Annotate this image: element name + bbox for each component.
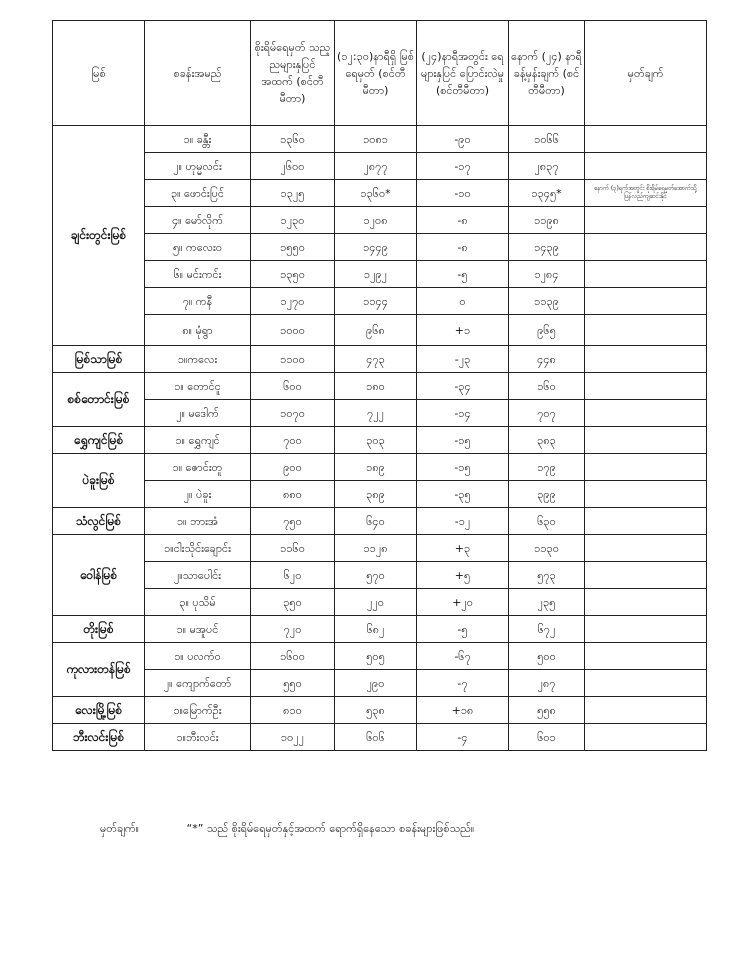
level-change-cell: -၅ <box>417 616 509 643</box>
remark-cell <box>585 126 707 153</box>
station-name-cell: ၁။ ပလက်ဝ <box>145 643 251 670</box>
station-name-cell: ၅။ ကလေးဝ <box>145 234 251 261</box>
river-name-cell: မြစ်သာမြစ် <box>53 346 145 373</box>
river-name-cell: စစ်တောင်းမြစ် <box>53 373 145 427</box>
header-river: မြစ် <box>53 21 145 126</box>
forecast-level-cell: ၂၈၇ <box>509 670 585 697</box>
level-change-cell: +၁၈ <box>417 697 509 724</box>
level-change-cell: -၁၄ <box>417 400 509 427</box>
station-name-cell: ၃။ ပုသိမ် <box>145 589 251 616</box>
station-name-cell: ၁။ကလေး <box>145 346 251 373</box>
level-change-cell: -၁၂ <box>417 508 509 535</box>
level-change-cell: -၇ <box>417 670 509 697</box>
level-change-cell: -၆၇ <box>417 643 509 670</box>
remark-cell <box>585 346 707 373</box>
level-change-cell: -၉၀ <box>417 126 509 153</box>
forecast-level-cell: ၂၈၃၇ <box>509 153 585 180</box>
current-level-cell: ၅၀၅ <box>335 643 417 670</box>
table-row <box>53 724 707 751</box>
level-change-cell: -၁၀ <box>417 180 509 207</box>
level-change-cell: +၁ <box>417 315 509 346</box>
station-name-cell: ၁။ ခန္တီး <box>145 126 251 153</box>
danger-level-cell: ၁၃၂၅ <box>251 180 335 207</box>
danger-level-cell: ၆၀၀ <box>251 373 335 400</box>
forecast-level-cell: ၁၄၃၉ <box>509 234 585 261</box>
station-name-cell: ၁။ငါးသိုင်းချောင်း <box>145 535 251 562</box>
current-level-cell: ၁၈၀ <box>335 373 417 400</box>
table-row <box>53 616 707 643</box>
current-level-cell: ၃၈၉ <box>335 481 417 508</box>
danger-level-cell: ၁၀၀၀ <box>251 315 335 346</box>
danger-level-cell: ၁၂၃၀ <box>251 207 335 234</box>
current-level-cell: ၁၁၂၈ <box>335 535 417 562</box>
river-name-cell: ကုလားတန်မြစ် <box>53 643 145 697</box>
river-name-cell: ဝေါန်မြစ် <box>53 535 145 616</box>
table-row <box>53 670 707 697</box>
river-name-cell: သံလွင်မြစ် <box>53 508 145 535</box>
danger-level-cell: ၇၅၀ <box>251 508 335 535</box>
station-name-cell: ၁။ ဘားအံ <box>145 508 251 535</box>
header-remarks: မှတ်ချက် <box>585 21 707 126</box>
danger-level-cell: ၁၃၅၀ <box>251 261 335 288</box>
forecast-level-cell: ၅၀၀ <box>509 643 585 670</box>
table-row <box>53 346 707 373</box>
table-row <box>53 427 707 454</box>
station-name-cell: ၂။ ကျောက်တော် <box>145 670 251 697</box>
level-change-cell: +၃ <box>417 535 509 562</box>
table-row <box>53 481 707 508</box>
table-row <box>53 288 707 315</box>
current-level-cell: ၄၇၃ <box>335 346 417 373</box>
remark-cell <box>585 562 707 589</box>
remark-cell <box>585 207 707 234</box>
header-24h-change: (၂၄)နာရီအတွင်း ရေများနှပြင် ပြောင်းလဲမှု (စင်တီမီတာ) <box>417 21 509 126</box>
danger-level-cell: ၁၁၆၀ <box>251 535 335 562</box>
forecast-level-cell: ၁၆၀ <box>509 373 585 400</box>
table-row <box>53 454 707 481</box>
table-row <box>53 643 707 670</box>
current-level-cell: ၂၈၇၇ <box>335 153 417 180</box>
forecast-level-cell: ၃၈၃ <box>509 427 585 454</box>
station-name-cell: ၁။ဘီးလင်း <box>145 724 251 751</box>
danger-level-cell: ၉၀၀ <box>251 454 335 481</box>
danger-level-cell: ၁၀၂၂ <box>251 724 335 751</box>
current-level-cell: ၁၃၆၀* <box>335 180 417 207</box>
station-name-cell: ၂။သာပေါင်း <box>145 562 251 589</box>
header-forecast: နောက် (၂၄) နာရီ ခန့်မှန်းချက် (စင်တီမီတာ) <box>509 21 585 126</box>
forecast-level-cell: ၆၀၁ <box>509 724 585 751</box>
remark-cell <box>585 643 707 670</box>
current-level-cell: ၁၁၄၄ <box>335 288 417 315</box>
danger-level-cell: ၁၀၇၀ <box>251 400 335 427</box>
table-row <box>53 400 707 427</box>
station-name-cell: ၃။ ဖောင်းပြင် <box>145 180 251 207</box>
table-row <box>53 589 707 616</box>
current-level-cell: ၂၉၀ <box>335 670 417 697</box>
forecast-level-cell: ၁၁၃၉ <box>509 288 585 315</box>
station-name-cell: ၇။ ကနီ <box>145 288 251 315</box>
current-level-cell: ၉၆၈ <box>335 315 417 346</box>
current-level-cell: ၆၈၂ <box>335 616 417 643</box>
table-row <box>53 697 707 724</box>
danger-level-cell: ၁၂၇၀ <box>251 288 335 315</box>
table-row <box>53 261 707 288</box>
header-row <box>53 21 707 126</box>
current-level-cell: ၆၀၆ <box>335 724 417 751</box>
table-row <box>53 508 707 535</box>
forecast-level-cell: ၁၀၆၆ <box>509 126 585 153</box>
header-current-level: (၁၂:၃၀)နာရီရှိ မြစ်ရေမှတ် (စင်တီမီတာ) <box>335 21 417 126</box>
level-change-cell: -၅ <box>417 261 509 288</box>
remark-cell <box>585 481 707 508</box>
station-name-cell: ၂။ ဟုမ္မလင်း <box>145 153 251 180</box>
river-name-cell: တိုးမြစ် <box>53 616 145 643</box>
forecast-level-cell: ၇၀၇ <box>509 400 585 427</box>
river-name-cell: ရွှေကျင်မြစ် <box>53 427 145 454</box>
river-name-cell: ဘီးလင်းမြစ် <box>53 724 145 751</box>
remark-cell <box>585 670 707 697</box>
river-name-cell: ပဲခူးမြစ် <box>53 454 145 508</box>
level-change-cell: -၄ <box>417 724 509 751</box>
forecast-level-cell: ၁၃၄၅* <box>509 180 585 207</box>
danger-level-cell: ၁၃၆၀ <box>251 126 335 153</box>
level-change-cell: +၅ <box>417 562 509 589</box>
danger-level-cell: ၁၆၀၀ <box>251 643 335 670</box>
remark-cell <box>585 589 707 616</box>
river-name-cell: ချင်းတွင်းမြစ် <box>53 126 145 346</box>
level-change-cell: -၂၃ <box>417 346 509 373</box>
danger-level-cell: ၆၂၀ <box>251 562 335 589</box>
table-row <box>53 234 707 261</box>
level-change-cell: -၈ <box>417 234 509 261</box>
forecast-level-cell: ၅၇၃ <box>509 562 585 589</box>
remark-cell <box>585 261 707 288</box>
current-level-cell: ၁၈၉ <box>335 454 417 481</box>
footnote <box>100 822 474 838</box>
forecast-level-cell: ၃၉၉ <box>509 481 585 508</box>
river-level-table <box>52 20 707 751</box>
station-name-cell: ၂။ ပဲခူး <box>145 481 251 508</box>
remark-cell <box>585 400 707 427</box>
remark-cell <box>585 535 707 562</box>
forecast-level-cell: ၁၇၉ <box>509 454 585 481</box>
level-change-cell: -၁၅ <box>417 454 509 481</box>
current-level-cell: ၁၄၄၉ <box>335 234 417 261</box>
danger-level-cell: ၅၅၀ <box>251 670 335 697</box>
station-name-cell: ၁။မြောက်ဦး <box>145 697 251 724</box>
station-name-cell: ၁။ မအူပင် <box>145 616 251 643</box>
remark-cell <box>585 234 707 261</box>
table-row <box>53 207 707 234</box>
danger-level-cell: ၃၅၀ <box>251 589 335 616</box>
current-level-cell: ၁၀၈၁ <box>335 126 417 153</box>
level-change-cell: -၃၅ <box>417 481 509 508</box>
current-level-cell: ၅၇၀ <box>335 562 417 589</box>
forecast-level-cell: ၁၂၈၄ <box>509 261 585 288</box>
station-name-cell: ၁။ ဇောင်းတူ <box>145 454 251 481</box>
remark-cell <box>585 373 707 400</box>
current-level-cell: ၁၂၉၂ <box>335 261 417 288</box>
level-change-cell: -၃၄ <box>417 373 509 400</box>
table-row <box>53 153 707 180</box>
current-level-cell: ၇၂၂ <box>335 400 417 427</box>
station-name-cell: ၄။ မော်လိုက် <box>145 207 251 234</box>
remark-cell <box>585 724 707 751</box>
table-row <box>53 535 707 562</box>
remark-cell <box>585 427 707 454</box>
danger-level-cell: ၇၀၀ <box>251 427 335 454</box>
header-station: စခန်းအမည် <box>145 21 251 126</box>
level-change-cell: -၁၅ <box>417 427 509 454</box>
station-name-cell: ၁။ တောင်ငူ <box>145 373 251 400</box>
table-body <box>53 126 707 751</box>
table-row <box>53 562 707 589</box>
remark-cell <box>585 508 707 535</box>
forecast-level-cell: ၁၁၉၈ <box>509 207 585 234</box>
remark-cell <box>585 288 707 315</box>
station-name-cell: ၁။ ရွှေကျင် <box>145 427 251 454</box>
remark-cell <box>585 315 707 346</box>
forecast-level-cell: ၁၁၃၀ <box>509 535 585 562</box>
station-name-cell: ၂။ မဒေါက် <box>145 400 251 427</box>
station-name-cell: ၈။ မုံရွာ <box>145 315 251 346</box>
remark-cell: နောက် (၃)ရက်အတွင်း စိုးရိမ်ရေမှတ်အောက်သို့ ပြန်လည်ကျဆင်းနိုင် <box>585 180 707 207</box>
current-level-cell: ၅၃၈ <box>335 697 417 724</box>
remark-cell <box>585 697 707 724</box>
table-row <box>53 315 707 346</box>
forecast-level-cell: ၉၆၅ <box>509 315 585 346</box>
level-change-cell: ၀ <box>417 288 509 315</box>
level-change-cell: -၈ <box>417 207 509 234</box>
footnote-text: “*” သည် စိုးရိမ်ရေမှတ်နှင့်အထက် ရောက်ရှိနေသော စခန်းများဖြစ်သည်။ <box>186 822 475 835</box>
forecast-level-cell: ၅၅၈ <box>509 697 585 724</box>
table-row <box>53 373 707 400</box>
current-level-cell: ၆၄၀ <box>335 508 417 535</box>
level-change-cell: -၁၇ <box>417 153 509 180</box>
danger-level-cell: ၁၁၀၀ <box>251 346 335 373</box>
danger-level-cell: ၂၆၀၀ <box>251 153 335 180</box>
current-level-cell: ၃၀၃ <box>335 427 417 454</box>
remark-cell <box>585 153 707 180</box>
level-change-cell: +၂၀ <box>417 589 509 616</box>
current-level-cell: ၂၂၀ <box>335 589 417 616</box>
table-row <box>53 126 707 153</box>
danger-level-cell: ၈၁၀ <box>251 697 335 724</box>
danger-level-cell: ၇၂၀ <box>251 616 335 643</box>
forecast-level-cell: ၆၃၀ <box>509 508 585 535</box>
forecast-level-cell: ၄၄၈ <box>509 346 585 373</box>
station-name-cell: ၆။ မင်းကင်း <box>145 261 251 288</box>
remark-cell <box>585 616 707 643</box>
danger-level-cell: ၈၈၀ <box>251 481 335 508</box>
footnote-label: မှတ်ချက်။ <box>100 822 140 835</box>
forecast-level-cell: ၆၇၂ <box>509 616 585 643</box>
header-danger-level: စိုးရိမ်ရေမှတ် သည့ညများနှပြင် အထက် (စင်တီမီတာ) <box>251 21 335 126</box>
danger-level-cell: ၁၅၅၀ <box>251 234 335 261</box>
remark-cell <box>585 454 707 481</box>
river-name-cell: လေးမြို့မြစ် <box>53 697 145 724</box>
forecast-level-cell: ၂၃၅ <box>509 589 585 616</box>
current-level-cell: ၁၂၀၈ <box>335 207 417 234</box>
table-row <box>53 180 707 207</box>
